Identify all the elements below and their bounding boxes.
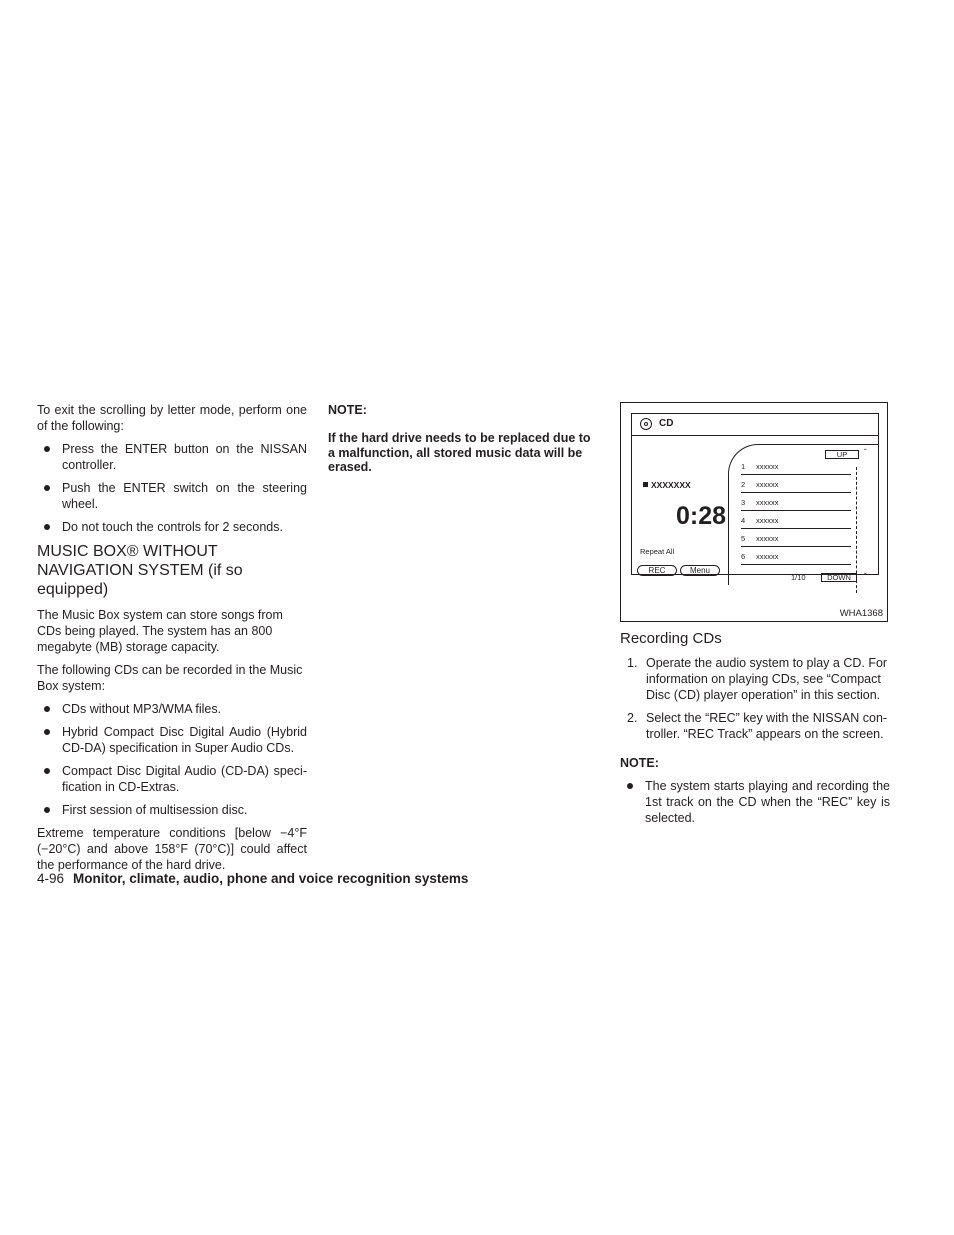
note-text: If the hard drive needs to be replaced due to a malfunction, all stored music data will be erased. [328, 431, 591, 474]
track-list-panel [728, 444, 878, 585]
table-row[interactable]: 2 xxxxxx [741, 475, 851, 493]
rec-button[interactable]: REC [637, 565, 677, 576]
list-item: Compact Disc Digital Audio (CD-DA) specification in CD-Extras. [37, 763, 307, 795]
page-footer [37, 871, 468, 886]
list-item: CDs without MP3/WMA files. [37, 701, 307, 717]
chapter-title: Monitor, climate, audio, phone and voice recognition systems [73, 871, 469, 886]
scrollbar[interactable] [856, 467, 864, 593]
disc-icon [640, 418, 652, 430]
table-row[interactable]: 3 xxxxxx [741, 493, 851, 511]
table-row[interactable]: 5 xxxxxx [741, 529, 851, 547]
list-item: 2. Select the “REC” key with the NISSAN controller. “REC Track” appears on the screen. [627, 711, 888, 741]
subsection-heading: Recording CDs [620, 630, 722, 647]
section-heading: MUSIC BOX® WITHOUT NAVIGATION SYSTEM (if so equipped) [37, 543, 243, 598]
repeat-status: Repeat All [640, 547, 675, 556]
note-label: NOTE: [620, 756, 659, 770]
page-count: 1/10 [791, 573, 806, 582]
note-label: NOTE: [328, 403, 367, 417]
display-screen [631, 413, 879, 582]
steps-list [620, 655, 890, 742]
figure-code: WHA1368 [839, 608, 883, 619]
playback-time: 0:28 [676, 502, 727, 530]
list-item: Hybrid Compact Disc Digital Audio (Hybrid CD-DA) specification in Super Audio CDs. [37, 724, 307, 756]
down-button[interactable]: DOWN [821, 573, 857, 582]
temperature-warning: Extreme temperature conditions [below −4°F (−20°C) and above 158°F (70°C)] could affect the performance of the hard drive. [37, 826, 307, 872]
up-button[interactable]: UP [825, 450, 859, 459]
exit-intro: To exit the scrolling by letter mode, perform one of the following: [37, 403, 307, 433]
list-item: Push the ENTER switch on the steering wheel. [37, 480, 307, 512]
middle-column [328, 402, 600, 475]
disc-name: XXXXXXX [643, 480, 691, 490]
music-box-intro: The Music Box system can store songs from CDs being played. The system has an 800 megabyte (MB) storage capacity. [37, 608, 283, 654]
left-column [37, 402, 307, 873]
screen-header [632, 414, 878, 436]
recordable-cds-list [37, 701, 307, 818]
note-bullet-list [620, 778, 890, 826]
table-row[interactable]: 4 xxxxxx [741, 511, 851, 529]
list-item: Press the ENTER button on the NISSAN controller. [37, 441, 307, 473]
chevron-down-icon: ˇ [864, 572, 867, 581]
exit-bullet-list [37, 441, 307, 535]
list-item: 1. Operate the audio system to play a CD. For information on playing CDs, see “Compact Disc (CD) player operation” in this section. [627, 656, 888, 702]
right-column [620, 402, 890, 833]
source-label: CD [659, 418, 674, 429]
cd-screen-figure [620, 402, 888, 622]
chevron-up-icon: ˆ [864, 448, 867, 457]
table-row[interactable]: 6 xxxxxx [741, 547, 851, 565]
menu-button[interactable]: Menu [680, 565, 720, 576]
list-item: Do not touch the controls for 2 seconds. [37, 519, 307, 535]
table-row[interactable]: 1 xxxxxx [741, 457, 851, 475]
page-number: 4-96 [37, 871, 65, 886]
list-item: The system starts playing and recording the 1st track on the CD when the “REC” key is selected. [620, 778, 890, 826]
recordable-cds-intro: The following CDs can be recorded in the Music Box system: [37, 663, 303, 693]
disc-square-icon [643, 482, 648, 487]
list-item: First session of multisession disc. [37, 802, 307, 818]
